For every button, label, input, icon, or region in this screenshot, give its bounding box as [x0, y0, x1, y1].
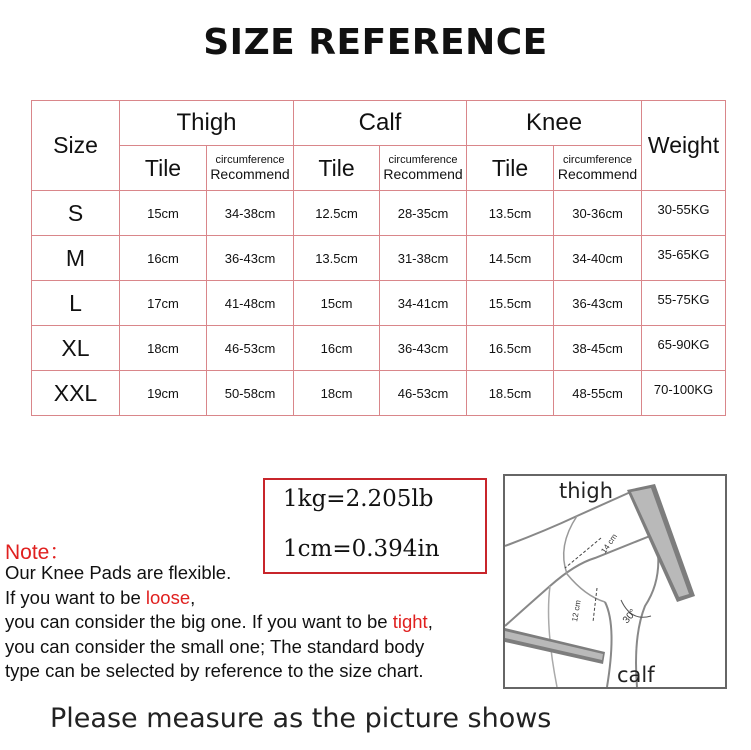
thigh-tile-cell: 17cm — [120, 281, 207, 326]
thigh-circ-cell: 46-53cm — [207, 326, 294, 371]
weight-conversion: 1kg=2.205lb — [283, 486, 434, 512]
weight-header: Weight — [642, 101, 726, 191]
calf-circ-cell: 46-53cm — [380, 371, 467, 416]
calf-tile-cell: 16cm — [294, 326, 380, 371]
knee-tile-cell: 16.5cm — [467, 326, 554, 371]
length-conversion: 1cm=0.394in — [283, 536, 440, 562]
lower-tile-mark: 12 cm — [570, 599, 583, 623]
size-header: Size — [32, 101, 120, 191]
page-title: SIZE REFERENCE — [203, 22, 548, 63]
note-line: you can consider the small one; The standard body — [5, 635, 425, 657]
thigh-circ-header — [207, 146, 294, 191]
unit-conversion-box — [263, 478, 487, 574]
knee-circ-header — [554, 146, 642, 191]
thigh-tile-cell: 19cm — [120, 371, 207, 416]
calf-circ-cell: 36-43cm — [380, 326, 467, 371]
knee-tile-cell: 14.5cm — [467, 236, 554, 281]
note-line: Our Knee Pads are flexible. — [5, 562, 232, 583]
thigh-label: thigh — [559, 479, 614, 503]
lower-tile-line — [593, 588, 597, 622]
knee-measure-diagram — [503, 474, 727, 689]
thigh-header: Thigh — [120, 101, 294, 146]
circ-label: circumference — [562, 154, 633, 166]
calf-tile-cell: 13.5cm — [294, 236, 380, 281]
note-title: Note： — [5, 541, 71, 564]
thigh-circ-cell: 36-43cm — [207, 236, 294, 281]
recommend-label: Recommend — [557, 166, 638, 182]
thigh-circ-cell: 50-58cm — [207, 371, 294, 416]
table-row — [32, 326, 726, 371]
calf-tile-header: Tile — [294, 146, 380, 191]
loose-highlight: loose — [145, 586, 191, 608]
calf-circ-cell: 31-38cm — [380, 236, 467, 281]
calf-tape — [505, 628, 605, 664]
knee-tile-cell: 18.5cm — [467, 371, 554, 416]
thigh-tile-cell: 16cm — [120, 236, 207, 281]
weight-cell: 35-65KG — [642, 236, 726, 281]
circ-label: circumference — [388, 154, 458, 166]
note-line: you can consider the big one. If you want to be tight, — [5, 611, 433, 632]
recommend-label: Recommend — [383, 166, 463, 182]
measure-instruction: Please measure as the picture shows — [50, 703, 552, 734]
thigh-circ-cell: 34-38cm — [207, 191, 294, 236]
note-text — [5, 561, 505, 684]
weight-cell: 55-75KG — [642, 281, 726, 326]
weight-cell: 65-90KG — [642, 326, 726, 371]
thigh-tile-cell: 15cm — [120, 191, 207, 236]
table-row — [32, 236, 726, 281]
table-row — [32, 281, 726, 326]
knee-tile-header: Tile — [467, 146, 554, 191]
thigh-tile-header: Tile — [120, 146, 207, 191]
calf-circ-cell: 34-41cm — [380, 281, 467, 326]
table-row — [32, 371, 726, 416]
size-table — [31, 100, 726, 416]
circ-label: circumference — [215, 154, 285, 166]
recommend-label: Recommend — [210, 166, 290, 182]
calf-circ-cell: 28-35cm — [380, 191, 467, 236]
knee-circ-cell: 36-43cm — [554, 281, 642, 326]
knee-circ-cell: 34-40cm — [554, 236, 642, 281]
size-cell: M — [32, 236, 120, 281]
knee-tile-cell: 15.5cm — [467, 281, 554, 326]
size-cell: L — [32, 281, 120, 326]
note-line: If you want to be loose, — [5, 586, 196, 608]
upper-tile-mark: 14 cm — [599, 532, 620, 556]
knee-header: Knee — [467, 101, 642, 146]
calf-header: Calf — [294, 101, 467, 146]
calf-circ-header — [380, 146, 467, 191]
angle-mark: 30° — [620, 607, 640, 626]
calf-tile-cell: 15cm — [294, 281, 380, 326]
weight-cell: 30-55KG — [642, 191, 726, 236]
weight-cell: 70-100KG — [642, 371, 726, 416]
knee-circ-cell: 38-45cm — [554, 326, 642, 371]
thigh-tile-cell: 18cm — [120, 326, 207, 371]
calf-tile-cell: 18cm — [294, 371, 380, 416]
table-row — [32, 191, 726, 236]
note-line: type can be selected by reference to the size chart. — [5, 660, 424, 681]
thigh-tape — [627, 484, 695, 602]
tight-highlight: tight — [392, 611, 428, 632]
size-cell: XXL — [32, 371, 120, 416]
calf-tile-cell: 12.5cm — [294, 191, 380, 236]
calf-label: calf — [617, 663, 655, 687]
knee-illustration — [505, 476, 725, 687]
knee-circ-cell: 30-36cm — [554, 191, 642, 236]
table-subheader-row — [32, 146, 726, 191]
table-header-row — [32, 101, 726, 146]
thigh-circ-cell: 41-48cm — [207, 281, 294, 326]
size-cell: S — [32, 191, 120, 236]
knee-tile-cell: 13.5cm — [467, 191, 554, 236]
knee-circ-cell: 48-55cm — [554, 371, 642, 416]
size-cell: XL — [32, 326, 120, 371]
